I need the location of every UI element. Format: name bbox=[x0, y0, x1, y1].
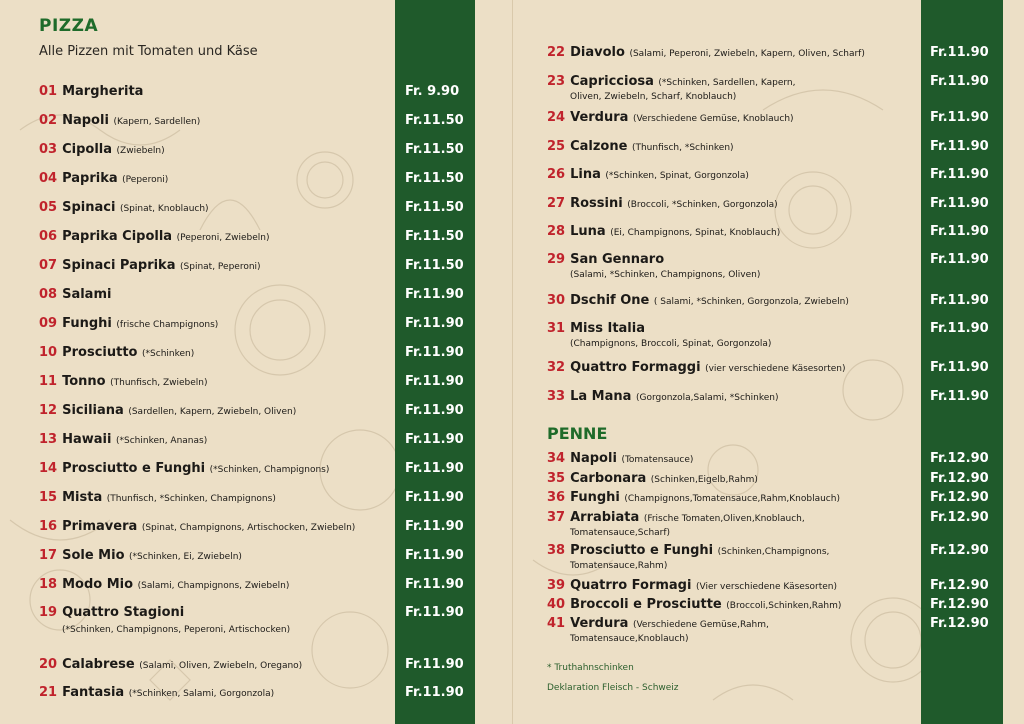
menu-item bbox=[39, 403, 296, 418]
menu-item-price: Fr.11.90 bbox=[405, 548, 464, 563]
menu-item-name: Napoli bbox=[570, 451, 617, 466]
menu-item-price: Fr.12.90 bbox=[930, 471, 989, 486]
menu-item-price: Fr.11.90 bbox=[930, 224, 989, 239]
menu-item-name: Cipolla bbox=[62, 142, 113, 157]
menu-item-price: Fr.11.90 bbox=[405, 577, 464, 592]
menu-item-ingredients: ( Salami, *Schinken, Gorgonzola, Zwiebeln) bbox=[653, 297, 849, 307]
menu-item-name: La Mana bbox=[570, 389, 632, 404]
menu-item bbox=[547, 139, 734, 154]
menu-item-ingredients: (frische Champignons) bbox=[116, 320, 219, 330]
menu-item-ingredients-continued: (Champignons, Broccoli, Spinat, Gorgonzola) bbox=[570, 339, 772, 349]
menu-item bbox=[39, 374, 208, 389]
menu-item-price: Fr.11.50 bbox=[405, 142, 464, 157]
menu-item-name: Luna bbox=[570, 224, 606, 239]
menu-item-price: Fr.11.90 bbox=[405, 685, 464, 700]
menu-item-price: Fr.11.90 bbox=[405, 345, 464, 360]
menu-item-price: Fr.11.90 bbox=[405, 461, 464, 476]
menu-item-number: 25 bbox=[547, 139, 566, 154]
menu-item bbox=[547, 597, 841, 612]
menu-item-ingredients: (Broccoli, *Schinken, Gorgonzola) bbox=[627, 200, 778, 210]
menu-item bbox=[547, 167, 749, 182]
menu-item bbox=[547, 196, 778, 211]
menu-item bbox=[39, 657, 302, 672]
menu-item-price: Fr.11.90 bbox=[930, 74, 989, 89]
menu-item-name: Rossini bbox=[570, 196, 623, 211]
menu-item-ingredients: (*Schinken, Ananas) bbox=[115, 436, 208, 446]
menu-item-price: Fr.11.90 bbox=[405, 374, 464, 389]
menu-item-ingredients-continued: Tomatensauce,Knoblauch) bbox=[570, 634, 689, 644]
menu-item-name: Quattro Formaggi bbox=[570, 360, 701, 375]
menu-item-price: Fr.11.90 bbox=[405, 316, 464, 331]
menu-item-ingredients: (Peperoni, Zwiebeln) bbox=[176, 233, 270, 243]
menu-item bbox=[547, 293, 849, 308]
menu-item-number: 08 bbox=[39, 287, 58, 302]
menu-item-ingredients: (Peperoni) bbox=[122, 175, 169, 185]
menu-item-price: Fr.11.90 bbox=[930, 293, 989, 308]
menu-item-number: 03 bbox=[39, 142, 58, 157]
menu-item-ingredients: (Salami, Peperoni, Zwiebeln, Kapern, Oliven, Scharf) bbox=[629, 49, 865, 59]
menu-item-number: 02 bbox=[39, 113, 58, 128]
menu-item-price: Fr.11.90 bbox=[405, 432, 464, 447]
menu-item bbox=[547, 471, 758, 486]
menu-item-ingredients: (Broccoli,Schinken,Rahm) bbox=[726, 601, 842, 611]
menu-item-name: Miss Italia bbox=[570, 321, 645, 336]
menu-item-ingredients-continued: (Salami, *Schinken, Champignons, Oliven) bbox=[570, 270, 761, 280]
menu-item-price: Fr.11.90 bbox=[405, 490, 464, 505]
menu-item-number: 35 bbox=[547, 471, 566, 486]
menu-item bbox=[547, 389, 778, 404]
menu-item-name: Prosciutto bbox=[62, 345, 138, 360]
menu-item-number: 30 bbox=[547, 293, 566, 308]
menu-item bbox=[39, 316, 218, 331]
menu-item bbox=[547, 578, 837, 593]
menu-item-number: 09 bbox=[39, 316, 58, 331]
menu-item bbox=[547, 321, 772, 349]
menu-item-name: Diavolo bbox=[570, 45, 625, 60]
menu-item-number: 13 bbox=[39, 432, 58, 447]
menu-item-number: 27 bbox=[547, 196, 566, 211]
pizza-section-subtitle: Alle Pizzen mit Tomaten und Käse bbox=[39, 44, 258, 59]
menu-item-price: Fr.11.50 bbox=[405, 258, 464, 273]
menu-item-number: 19 bbox=[39, 605, 58, 620]
menu-item-ingredients: (Ei, Champignons, Spinat, Knoblauch) bbox=[610, 228, 781, 238]
menu-item-price: Fr.12.90 bbox=[930, 510, 989, 525]
menu-item bbox=[39, 142, 165, 157]
menu-item-name: Spinaci bbox=[62, 200, 116, 215]
menu-item-ingredients-continued: Tomatensauce,Rahm) bbox=[570, 561, 668, 571]
menu-item-name: Lina bbox=[570, 167, 601, 182]
menu-item bbox=[547, 224, 780, 239]
menu-item-name: Quatrro Formagi bbox=[570, 578, 692, 593]
menu-item-number: 26 bbox=[547, 167, 566, 182]
menu-item-number: 06 bbox=[39, 229, 58, 244]
menu-item-price: Fr.11.90 bbox=[405, 287, 464, 302]
menu-item-name: Hawaii bbox=[62, 432, 112, 447]
menu-item-price: Fr. 9.90 bbox=[405, 84, 460, 99]
menu-item-ingredients-continued: (*Schinken, Champignons, Peperoni, Artischocken) bbox=[62, 625, 291, 635]
menu-item bbox=[547, 490, 840, 505]
menu-item-ingredients: (Schinken,Champignons, bbox=[717, 547, 830, 557]
menu-item bbox=[547, 510, 805, 538]
menu-item-number: 20 bbox=[39, 657, 58, 672]
menu-item-number: 29 bbox=[547, 252, 566, 267]
menu-item-price: Fr.12.90 bbox=[930, 616, 989, 631]
menu-item-name: Funghi bbox=[570, 490, 620, 505]
menu-item-number: 04 bbox=[39, 171, 58, 186]
menu-item-price: Fr.11.90 bbox=[930, 110, 989, 125]
menu-item bbox=[39, 577, 289, 592]
menu-item-name: Fantasia bbox=[62, 685, 125, 700]
menu-item-name: Mista bbox=[62, 490, 103, 505]
menu-item bbox=[547, 543, 830, 571]
menu-item bbox=[39, 113, 200, 128]
menu-item-ingredients: (*Schinken, Spinat, Gorgonzola) bbox=[605, 171, 749, 181]
menu-item-name: Funghi bbox=[62, 316, 112, 331]
menu-item-ingredients: (Spinat, Knoblauch) bbox=[119, 204, 209, 214]
menu-item bbox=[547, 451, 693, 466]
menu-item-name: Margherita bbox=[62, 84, 144, 99]
menu-item-price: Fr.11.90 bbox=[405, 605, 464, 620]
menu-item-name: Arrabiata bbox=[570, 510, 640, 525]
menu-item-ingredients-continued: Tomatensauce,Scharf) bbox=[570, 528, 671, 538]
menu-item bbox=[547, 110, 794, 125]
menu-item-ingredients: (vier verschiedene Käsesorten) bbox=[705, 364, 846, 374]
menu-item-name: Spinaci Paprika bbox=[62, 258, 176, 273]
menu-item-number: 14 bbox=[39, 461, 58, 476]
menu-item-ingredients: (Vier verschiedene Käsesorten) bbox=[695, 582, 838, 592]
menu-item-ingredients: (Salami, Oliven, Zwiebeln, Oregano) bbox=[139, 661, 303, 671]
menu-item-number: 11 bbox=[39, 374, 58, 389]
menu-item-name: San Gennaro bbox=[570, 252, 665, 267]
menu-item-number: 21 bbox=[39, 685, 58, 700]
menu-item-ingredients: (Thunfisch, *Schinken, Champignons) bbox=[106, 494, 276, 504]
menu-item-name: Calabrese bbox=[62, 657, 135, 672]
menu-item bbox=[547, 45, 865, 60]
menu-item-ingredients: (*Schinken) bbox=[142, 349, 195, 359]
menu-item-number: 12 bbox=[39, 403, 58, 418]
menu-item-number: 36 bbox=[547, 490, 566, 505]
menu-item-number: 16 bbox=[39, 519, 58, 534]
menu-item bbox=[39, 84, 143, 99]
menu-item-name: Carbonara bbox=[570, 471, 647, 486]
menu-item-price: Fr.12.90 bbox=[930, 490, 989, 505]
menu-item-name: Calzone bbox=[570, 139, 628, 154]
menu-item-ingredients: (Sardellen, Kapern, Zwiebeln, Oliven) bbox=[128, 407, 297, 417]
menu-item-number: 32 bbox=[547, 360, 566, 375]
menu-item-ingredients: (Salami, Champignons, Zwiebeln) bbox=[137, 581, 290, 591]
menu-item-name: Paprika Cipolla bbox=[62, 229, 173, 244]
menu-item-ingredients: (*Schinken, Sardellen, Kapern, bbox=[658, 78, 796, 88]
menu-item-number: 22 bbox=[547, 45, 566, 60]
menu-item bbox=[39, 345, 194, 360]
menu-item-number: 38 bbox=[547, 543, 566, 558]
footnote-turkey-ham: * Truthahnschinken bbox=[547, 663, 634, 673]
menu-item-name: Prosciutto e Funghi bbox=[62, 461, 206, 476]
menu-item bbox=[39, 685, 274, 700]
menu-item-number: 23 bbox=[547, 74, 566, 89]
menu-item-price: Fr.11.50 bbox=[405, 171, 464, 186]
menu-item-name: Dschif One bbox=[570, 293, 650, 308]
menu-item bbox=[547, 360, 846, 375]
menu-item-price: Fr.11.90 bbox=[930, 389, 989, 404]
menu-item bbox=[547, 74, 796, 102]
menu-item-price: Fr.11.90 bbox=[930, 139, 989, 154]
menu-item-ingredients: (Gorgonzola,Salami, *Schinken) bbox=[635, 393, 779, 403]
menu-item-number: 15 bbox=[39, 490, 58, 505]
menu-item-number: 07 bbox=[39, 258, 58, 273]
menu-item-ingredients: (Champignons,Tomatensauce,Rahm,Knoblauch) bbox=[624, 494, 840, 504]
menu-item-ingredients: (*Schinken, Champignons) bbox=[209, 465, 330, 475]
menu-item bbox=[39, 548, 242, 563]
menu-item-number: 05 bbox=[39, 200, 58, 215]
menu-item-name: Salami bbox=[62, 287, 112, 302]
meat-declaration: Deklaration Fleisch - Schweiz bbox=[547, 683, 679, 693]
pizza-section-title: PIZZA bbox=[39, 16, 99, 36]
menu-item-ingredients: (Verschiedene Gemüse,Rahm, bbox=[632, 620, 769, 630]
menu-item-ingredients: (Verschiedene Gemüse, Knoblauch) bbox=[632, 114, 794, 124]
menu-item bbox=[39, 519, 355, 534]
menu-item-ingredients: (Spinat, Peperoni) bbox=[180, 262, 261, 272]
menu-item-number: 24 bbox=[547, 110, 566, 125]
menu-item-name: Verdura bbox=[570, 110, 629, 125]
menu-item bbox=[39, 229, 270, 244]
menu-item-number: 37 bbox=[547, 510, 566, 525]
menu-item-ingredients: (*Schinken, Salami, Gorgonzola) bbox=[128, 689, 275, 699]
menu-item-ingredients: (*Schinken, Ei, Zwiebeln) bbox=[129, 552, 242, 562]
menu-item-name: Sole Mio bbox=[62, 548, 125, 563]
menu-item-price: Fr.11.90 bbox=[930, 196, 989, 211]
menu-item-ingredients: (Kapern, Sardellen) bbox=[113, 117, 201, 127]
menu-item bbox=[39, 432, 207, 447]
menu-item-name: Capricciosa bbox=[570, 74, 654, 89]
menu-item bbox=[39, 200, 209, 215]
menu-item bbox=[547, 616, 769, 644]
menu-item-number: 17 bbox=[39, 548, 58, 563]
menu-item-name: Modo Mio bbox=[62, 577, 134, 592]
menu-item-number: 33 bbox=[547, 389, 566, 404]
menu-item-ingredients: (Schinken,Eigelb,Rahm) bbox=[650, 475, 758, 485]
menu-item-number: 18 bbox=[39, 577, 58, 592]
menu-item-number: 40 bbox=[547, 597, 566, 612]
menu-item-price: Fr.11.50 bbox=[405, 200, 464, 215]
menu-item-price: Fr.11.50 bbox=[405, 113, 464, 128]
menu-item-ingredients: (Thunfisch, Zwiebeln) bbox=[110, 378, 208, 388]
menu-item-number: 31 bbox=[547, 321, 566, 336]
menu-item-name: Broccoli e Prosciutte bbox=[570, 597, 722, 612]
menu-item-name: Siciliana bbox=[62, 403, 124, 418]
menu-item-name: Quattro Stagioni bbox=[62, 605, 185, 620]
menu-item bbox=[39, 171, 168, 186]
menu-item-price: Fr.11.90 bbox=[930, 45, 989, 60]
menu-item-ingredients: (Tomatensauce) bbox=[621, 455, 694, 465]
menu-item-price: Fr.11.90 bbox=[930, 167, 989, 182]
menu-item-price: Fr.12.90 bbox=[930, 543, 989, 558]
menu-item-price: Fr.12.90 bbox=[930, 578, 989, 593]
menu-item-ingredients: (Zwiebeln) bbox=[116, 146, 165, 156]
menu-item-price: Fr.12.90 bbox=[930, 451, 989, 466]
menu-item-number: 41 bbox=[547, 616, 566, 631]
menu-item bbox=[39, 605, 291, 635]
menu-item-price: Fr.11.90 bbox=[930, 252, 989, 267]
menu-item-name: Primavera bbox=[62, 519, 138, 534]
menu-item bbox=[39, 461, 329, 476]
menu-item-number: 01 bbox=[39, 84, 58, 99]
menu-item-price: Fr.11.90 bbox=[405, 657, 464, 672]
menu-item bbox=[39, 287, 111, 302]
menu-item bbox=[547, 252, 761, 280]
menu-item-name: Paprika bbox=[62, 171, 118, 186]
menu-item-number: 10 bbox=[39, 345, 58, 360]
penne-section-title: PENNE bbox=[547, 424, 608, 443]
menu-page-right bbox=[512, 0, 1024, 724]
menu-item-ingredients: (Frische Tomaten,Oliven,Knoblauch, bbox=[643, 514, 805, 524]
menu-item-number: 34 bbox=[547, 451, 566, 466]
menu-item-price: Fr.11.90 bbox=[405, 403, 464, 418]
menu-item-ingredients: (Spinat, Champignons, Artischocken, Zwiebeln) bbox=[141, 523, 356, 533]
menu-item-price: Fr.11.90 bbox=[930, 360, 989, 375]
menu-item-ingredients: (Thunfisch, *Schinken) bbox=[631, 143, 734, 153]
menu-item-name: Tonno bbox=[62, 374, 106, 389]
menu-item bbox=[39, 490, 276, 505]
menu-item-price: Fr.11.90 bbox=[930, 321, 989, 336]
menu-item-number: 28 bbox=[547, 224, 566, 239]
menu-item-name: Napoli bbox=[62, 113, 109, 128]
menu-item-price: Fr.12.90 bbox=[930, 597, 989, 612]
menu-item-number: 39 bbox=[547, 578, 566, 593]
menu-item bbox=[39, 258, 261, 273]
menu-item-ingredients-continued: Oliven, Zwiebeln, Scharf, Knoblauch) bbox=[570, 92, 737, 102]
menu-item-name: Verdura bbox=[570, 616, 629, 631]
menu-item-price: Fr.11.50 bbox=[405, 229, 464, 244]
menu-item-price: Fr.11.90 bbox=[405, 519, 464, 534]
menu-item-name: Prosciutto e Funghi bbox=[570, 543, 714, 558]
